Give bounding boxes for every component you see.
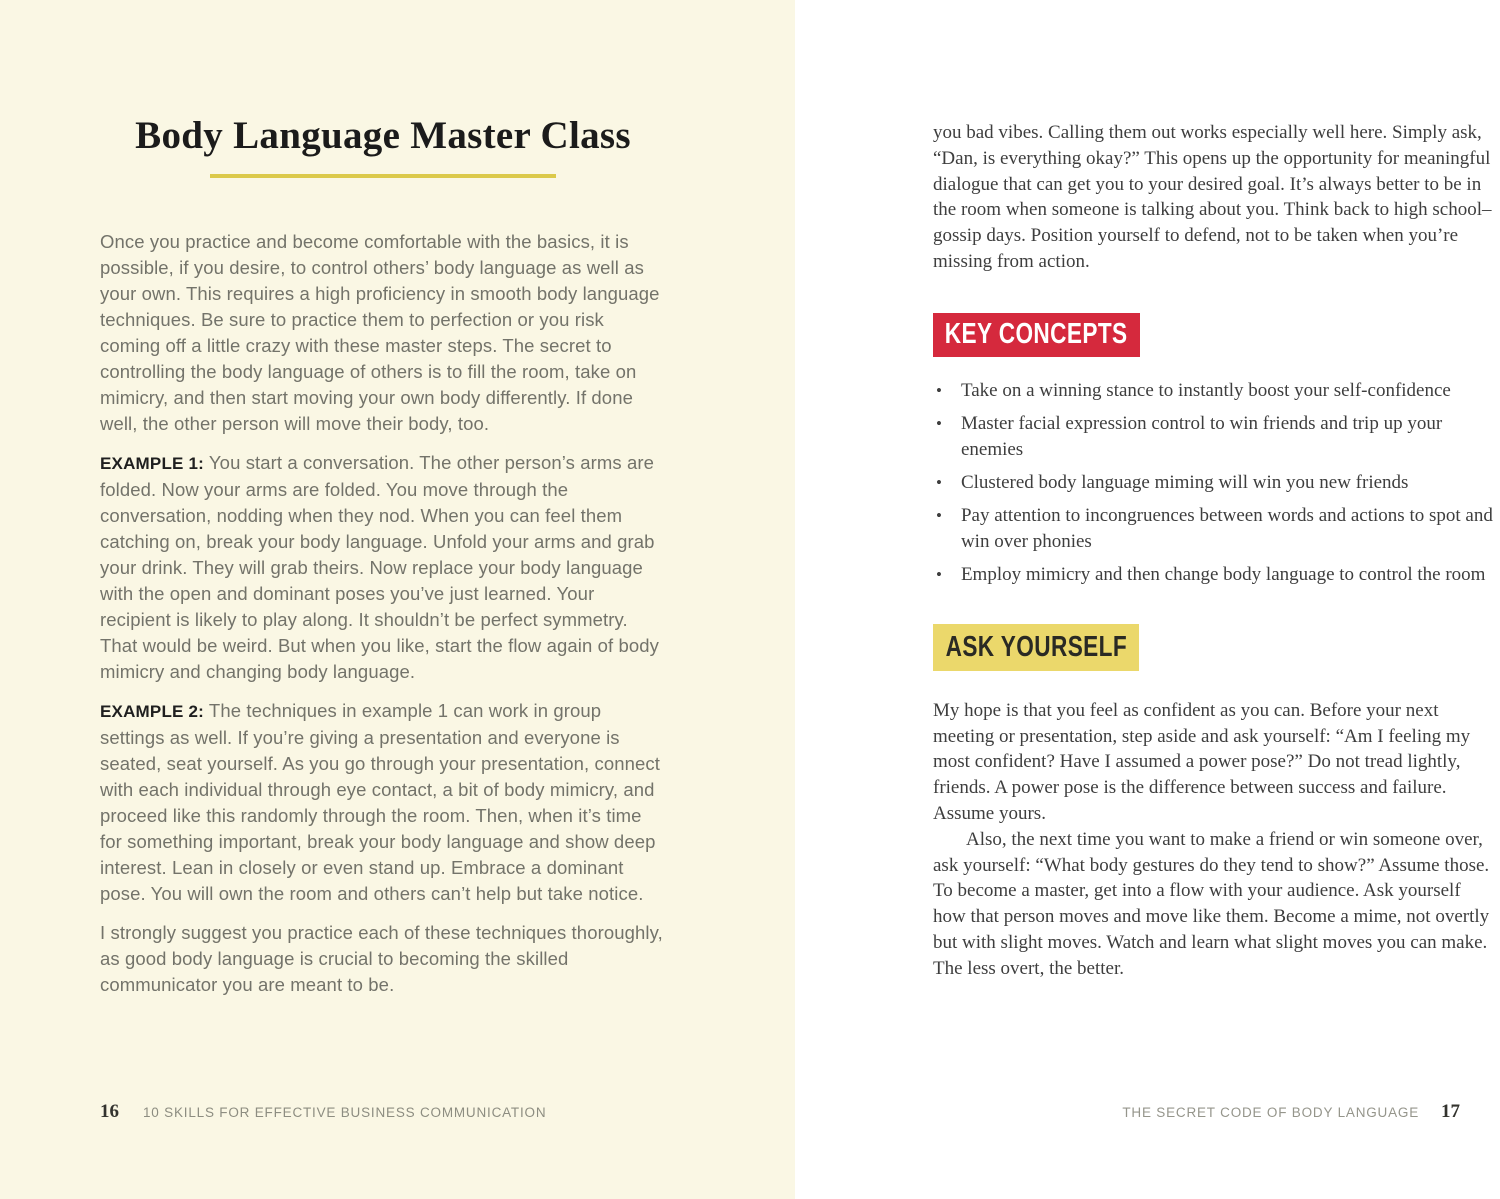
- list-item: [933, 378, 1495, 404]
- bullet-icon: •: [936, 505, 942, 525]
- example-1-text: You start a conversation. The other person’s arms are folded. Now your arms are folded. You move through the conversation, nodding when they nod. When you can feel them catching on, break your body language. Unfold your arms and grab your drink. They will grab theirs. Now replace your body language with the open and dominant poses you’ve just learned. Your recipient is likely to play along. It shouldn’t be perfect symmetry. That would be weird. But when you like, start the flow again of body mimicry and changing body language.: [100, 451, 660, 682]
- example-2-paragraph: [100, 698, 666, 907]
- left-page-footer: [100, 1101, 546, 1123]
- bullet-icon: •: [936, 413, 942, 433]
- list-item-text: Clustered body language miming will win you new friends: [960, 471, 1409, 493]
- example-2-text: The techniques in example 1 can work in group settings as well. If you’re giving a presentation and everyone is seated, seat yourself. As you go through your presentation, connect with each individual through eye contact, a bit of body mimicry, and proceed like this randomly through the room. Then, when it’s time for something important, break your body language and show deep interest. Lean in closely or even stand up. Embrace a dominant pose. You will own the room and others can’t help but take notice.: [100, 699, 660, 904]
- left-page-number: 16: [100, 1101, 119, 1122]
- chapter-title: Body Language Master Class: [135, 114, 631, 157]
- ask-yourself-heading: ASK YOURSELF: [945, 630, 1127, 663]
- key-concepts-heading-badge: [933, 313, 1140, 357]
- title-underline: [210, 174, 556, 178]
- list-item: [933, 562, 1495, 588]
- ask-yourself-heading-badge: [933, 624, 1139, 671]
- bullet-icon: •: [936, 564, 942, 584]
- key-concepts-heading: KEY CONCEPTS: [945, 318, 1128, 351]
- left-page-content: [100, 0, 666, 998]
- closing-paragraph: I strongly suggest you practice each of these techniques thoroughly, as good body language is crucial to becoming the skilled communicator you are meant to be.: [100, 921, 663, 995]
- list-item-text: Take on a winning stance to instantly boost your self-confidence: [960, 379, 1451, 401]
- list-item: [933, 503, 1495, 555]
- list-item: [933, 470, 1495, 496]
- intro-paragraph: Once you practice and become comfortable with the basics, it is possible, if you desire, to control others’ body language as well as your own. This requires a high proficiency in smooth body language techniques. Be sure to practice them to perfection or you risk coming off a little crazy with these master steps. The secret to controlling the body language of others is to fill the room, take on mimicry, and then start moving your own body differently. If done well, the other person will move their body, too.: [100, 230, 660, 434]
- list-item: [933, 411, 1495, 463]
- ask-yourself-paragraph-1: My hope is that you feel as confident as you can. Before your next meeting or presentation, step aside and ask yourself: “Am I feeling my most confident? Have I assumed a power pose?” Do not tread lightly, friends. A power pose is the difference between success and failure. Assume yours.: [933, 699, 1471, 824]
- right-page: [795, 0, 1500, 1199]
- right-running-title: THE SECRET CODE OF BODY LANGUAGE: [1122, 1105, 1419, 1120]
- left-running-title: 10 SKILLS FOR EFFECTIVE BUSINESS COMMUNICATION: [143, 1105, 547, 1120]
- example-1-paragraph: [100, 450, 666, 685]
- bullet-icon: •: [936, 380, 942, 400]
- right-page-content: [933, 0, 1495, 982]
- right-page-footer: [1122, 1101, 1460, 1123]
- example-2-label: EXAMPLE 2:: [100, 701, 205, 721]
- continuation-paragraph: you bad vibes. Calling them out works especially well here. Simply ask, “Dan, is everything okay?” This opens up the opportunity for meaningful dialogue that can get you to your desired goal. It’s always better to be in the room when someone is talking about you. Think back to high school–gossip days. Position yourself to defend, not to be taken when you’re missing from action.: [933, 122, 1492, 272]
- example-1-label: EXAMPLE 1:: [100, 453, 205, 473]
- bullet-icon: •: [936, 472, 942, 492]
- right-page-number: 17: [1441, 1101, 1460, 1122]
- list-item-text: Master facial expression control to win friends and trip up your enemies: [960, 412, 1443, 460]
- list-item-text: Pay attention to incongruences between words and actions to spot and win over phonies: [960, 504, 1493, 552]
- key-concepts-list: [933, 378, 1495, 588]
- list-item-text: Employ mimicry and then change body language to control the room: [960, 563, 1486, 585]
- ask-yourself-paragraph-2: Also, the next time you want to make a friend or win someone over, ask yourself: “What body gestures do they tend to show?” Assume those. To become a master, get into a flow with your audience. Ask yourself how that person moves and move like them. Become a mime, not overtly but with slight moves. Watch and learn what slight moves you can make. The less overt, the better.: [933, 828, 1490, 979]
